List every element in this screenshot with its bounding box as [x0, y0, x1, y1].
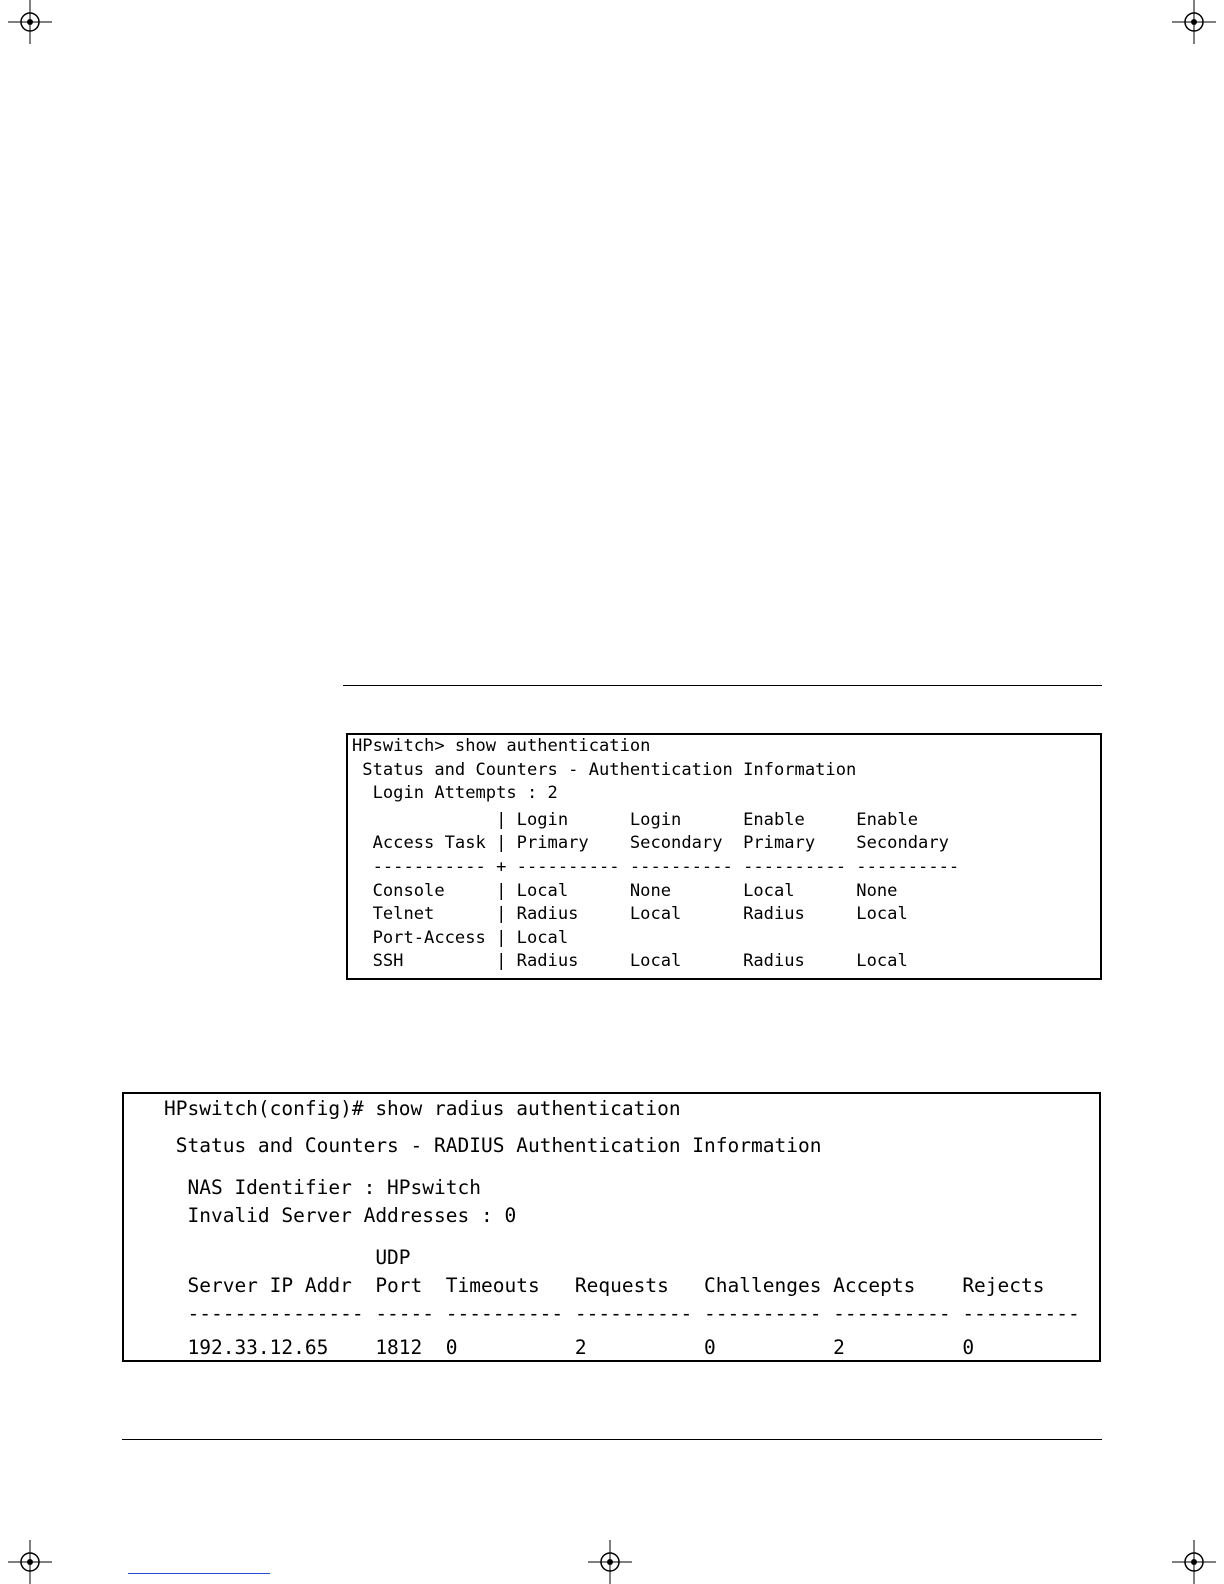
- footer-divider: [122, 1439, 1102, 1440]
- terminal-line: Invalid Server Addresses : 0: [164, 1204, 517, 1227]
- terminal-line: HPswitch(config)# show radius authentication: [164, 1097, 681, 1120]
- terminal-line: Access Task | Primary Secondary Primary Secondary: [352, 833, 949, 854]
- terminal-line: HPswitch> show authentication: [352, 736, 651, 756]
- registration-mark-icon: [1172, 1540, 1216, 1584]
- registration-mark-icon: [8, 1540, 52, 1584]
- terminal-output: [348, 735, 1100, 974]
- registration-mark-icon: [8, 0, 52, 44]
- terminal-show-radius-authentication: [122, 1092, 1101, 1362]
- footer-link-underline: [128, 1573, 270, 1574]
- terminal-line: Port-Access | Local: [352, 927, 569, 948]
- terminal-line: Telnet | Radius Local Radius Local: [352, 904, 908, 925]
- registration-mark-icon: [588, 1540, 632, 1584]
- terminal-line: Server IP Addr Port Timeouts Requests Challenges Accepts Rejects: [164, 1274, 1045, 1297]
- section-divider: [343, 685, 1102, 686]
- terminal-line: [164, 1160, 1099, 1174]
- terminal-line: 192.33.12.65 1812 0 2 0 2 0: [164, 1336, 975, 1359]
- terminal-line: Status and Counters - RADIUS Authentication Information: [164, 1134, 822, 1157]
- terminal-line: [164, 1123, 1099, 1132]
- registration-mark-icon: [1172, 0, 1216, 44]
- terminal-line: --------------- ----- ---------- ---------- ---------- ---------- ----------: [164, 1302, 1080, 1325]
- terminal-line: NAS Identifier : HPswitch: [164, 1176, 481, 1199]
- terminal-line: Status and Counters - Authentication Information: [352, 759, 857, 780]
- terminal-line: | Login Login Enable Enable: [352, 809, 919, 830]
- terminal-line: Login Attempts : 2: [352, 783, 558, 804]
- terminal-show-authentication: [346, 733, 1102, 980]
- terminal-line: ----------- + ---------- ---------- ---------- ----------: [352, 856, 960, 877]
- terminal-line: SSH | Radius Local Radius Local: [352, 951, 908, 972]
- terminal-line: [164, 1230, 1099, 1244]
- terminal-line: Console | Local None Local None: [352, 880, 898, 901]
- terminal-output: [124, 1094, 1099, 1362]
- terminal-line: UDP: [164, 1246, 411, 1269]
